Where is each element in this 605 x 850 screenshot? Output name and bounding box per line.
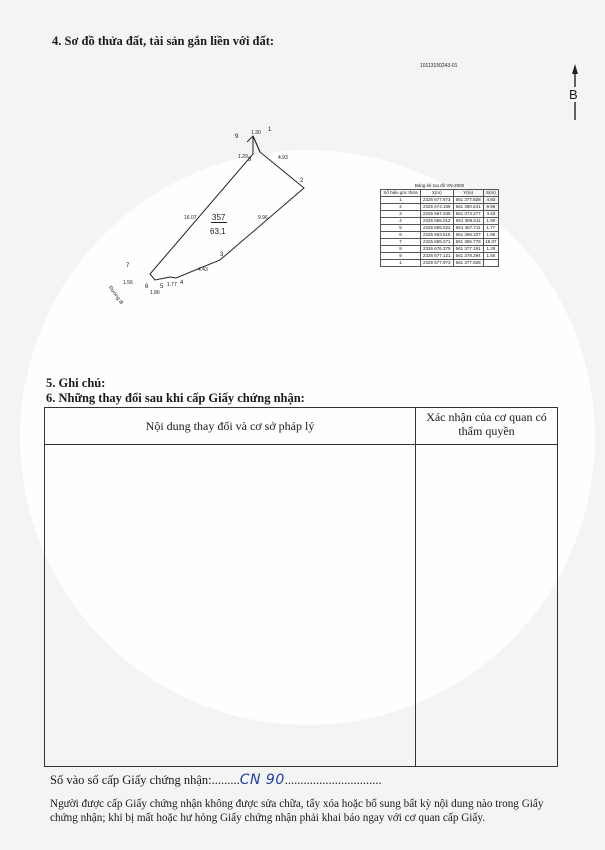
- table-cell: 8: [381, 246, 421, 253]
- length-label: 9.96: [258, 215, 268, 221]
- table-cell: 1.29: [483, 246, 498, 253]
- table-cell: 561 373.277: [453, 211, 483, 218]
- table-cell: 561 380.541: [453, 204, 483, 211]
- table-cell: 5: [381, 225, 421, 232]
- table-cell: 561 378.294: [453, 253, 483, 260]
- coord-header: Số hiệu góc thửa: [381, 190, 421, 197]
- registry-line: [50, 772, 382, 788]
- road-label: Đường đi: [107, 285, 125, 306]
- parcel-area: 63,1: [210, 227, 226, 236]
- table-cell: 9.96: [483, 204, 498, 211]
- point-3-label: 3: [220, 252, 224, 258]
- table-row: [381, 197, 499, 204]
- table-cell: 1: [381, 197, 421, 204]
- table-cell: 2326 676.379: [420, 246, 453, 253]
- registry-dots: .........: [211, 773, 240, 787]
- north-label: B: [569, 87, 578, 102]
- table-cell: 1.77: [483, 225, 498, 232]
- changes-col-confirmation-header: Xác nhận của cơ quan có thẩm quyền: [426, 410, 547, 438]
- coord-table: [380, 189, 499, 267]
- table-cell: 7: [381, 239, 421, 246]
- coord-table-title: Bảng kê toạ độ VN-2000: [414, 183, 465, 188]
- length-label: 1.56: [123, 280, 133, 286]
- table-row: [381, 211, 499, 218]
- registry-number: CN 90: [239, 772, 285, 788]
- table-cell: 1: [381, 260, 421, 267]
- length-label: 1.30: [251, 130, 261, 136]
- point-4-label: 4: [180, 280, 184, 286]
- table-cell: 561 367.711: [453, 225, 483, 232]
- table-cell: 6: [381, 232, 421, 239]
- length-label: 4.43: [198, 267, 208, 273]
- parcel-sketch: [107, 120, 320, 320]
- coord-header: S(m): [483, 190, 498, 197]
- table-cell: 2326 677.121: [420, 253, 453, 260]
- table-cell: 2: [381, 204, 421, 211]
- table-cell: 4.93: [483, 197, 498, 204]
- table-row: [381, 246, 499, 253]
- table-cell: 2326 663.518: [420, 232, 453, 239]
- table-cell: 2326 677.973: [420, 197, 453, 204]
- table-row: [381, 218, 499, 225]
- table-cell: 1.86: [483, 232, 498, 239]
- point-7-label: 7: [126, 263, 130, 269]
- parcel-divider: [211, 222, 227, 223]
- table-row: [381, 239, 499, 246]
- map-id: 10113150243-01: [420, 63, 458, 69]
- table-row: [381, 225, 499, 232]
- table-row: [381, 253, 499, 260]
- point-5-label: 5: [160, 284, 164, 290]
- registry-dots: ...............................: [284, 773, 382, 787]
- table-cell: 2326 667.345: [420, 211, 453, 218]
- table-cell: 561 365.778: [453, 239, 483, 246]
- length-label: 1.77: [167, 282, 177, 288]
- point-1-label: 1: [268, 127, 272, 133]
- point-9-label: 9: [235, 134, 239, 140]
- point-8-label: 8: [248, 157, 252, 163]
- table-cell: 4: [381, 218, 421, 225]
- section-6-title: 6. Những thay đổi sau khi cấp Giấy chứng nhận:: [46, 391, 305, 405]
- point-2-label: 2: [300, 178, 304, 184]
- section-5-title: 5. Ghi chú:: [46, 376, 106, 390]
- table-cell: 2326 665.012: [420, 218, 453, 225]
- table-cell: 561 377.828: [453, 260, 483, 267]
- table-cell: 561 368.337: [453, 232, 483, 239]
- registry-label: Số vào sổ cấp Giấy chứng nhận:: [50, 773, 212, 787]
- table-cell: 561 369.511: [453, 218, 483, 225]
- changes-col-content-header: Nội dung thay đổi và cơ sở pháp lý: [145, 419, 315, 433]
- length-label: 4.93: [278, 155, 288, 161]
- point-6-label: 6: [145, 284, 149, 290]
- section-4-title: 4. Sơ đồ thửa đất, tài sản gắn liền với đất:: [52, 34, 275, 48]
- length-label: 16.07: [184, 215, 197, 221]
- table-cell: 2326 674.159: [420, 204, 453, 211]
- table-cell: 4.43: [483, 211, 498, 218]
- table-cell: 16.07: [483, 239, 498, 246]
- footer-note: Người được cấp Giấy chứng nhận không được sửa chữa, tẩy xóa hoặc bổ sung bất kỳ nội dung nào trong Giấy chứng nhận; khi bị mất hoặc hư hỏng Giấy chứng nhận phải khai báo ngay với cơ quan cấp Giấy.: [50, 798, 544, 824]
- column-divider: [415, 408, 416, 766]
- table-cell: 561 377.191: [453, 246, 483, 253]
- table-cell: 9: [381, 253, 421, 260]
- table-row: [381, 260, 499, 267]
- parcel-number: 357: [212, 213, 226, 222]
- table-cell: 2326 665.271: [420, 239, 453, 246]
- length-label: 1.29: [238, 154, 248, 160]
- coord-header: Y(m): [453, 190, 483, 197]
- table-cell: 1.90: [483, 218, 498, 225]
- table-row: [381, 232, 499, 239]
- table-cell: 3: [381, 211, 421, 218]
- table-row: [381, 204, 499, 211]
- table-cell: 1.56: [483, 253, 498, 260]
- table-cell: 2326 665.022: [420, 225, 453, 232]
- coord-header: X(m): [420, 190, 453, 197]
- changes-table: [44, 407, 558, 767]
- table-cell: [483, 260, 498, 267]
- length-label: 1.86: [150, 290, 160, 296]
- table-cell: 2326 677.973: [420, 260, 453, 267]
- table-cell: 561 377.828: [453, 197, 483, 204]
